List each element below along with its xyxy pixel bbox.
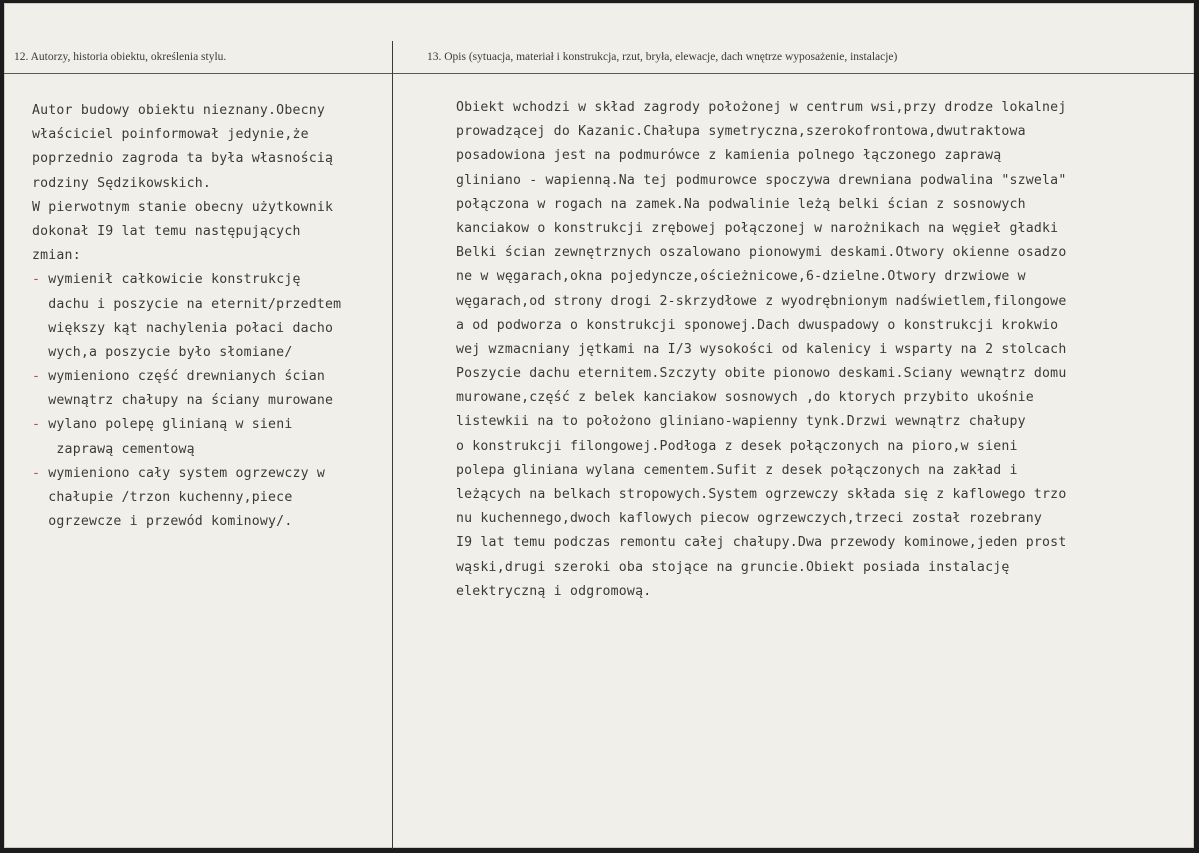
line-text: właściciel poinformował jedynie,że (32, 127, 309, 143)
left-text-line (32, 123, 341, 147)
line-text: większy kąt nachylenia połaci dacho (32, 320, 334, 336)
bullet-dash: - (32, 465, 49, 481)
left-text-line (32, 244, 341, 268)
bullet-dash: - (32, 417, 49, 433)
left-text-line (32, 389, 341, 413)
left-text-line (32, 220, 341, 244)
bullet-dash: - (32, 369, 49, 385)
line-text: ogrzewcze i przewód kominowy/. (32, 514, 293, 530)
line-text: wych,a poszycie było słomiane/ (32, 344, 293, 360)
line-text: wymieniono cały system ogrzewczy w (48, 465, 326, 481)
header-divider (4, 73, 1194, 74)
line-text: rodziny Sędzikowskich. (32, 175, 212, 191)
left-text-line (32, 268, 341, 292)
section-12-header: 12. Autorzy, historia obiektu, określenia stylu. (14, 51, 227, 63)
right-text-line: a od podworza o konstrukcji sponowej.Dach dwuspadowy o konstrukcji krokwio (456, 317, 1059, 333)
left-text-line (32, 462, 341, 486)
right-text-line: wej wzmacniany jętkami na I/3 wysokości od kalenicy i wsparty na 2 stolcach (456, 341, 1067, 357)
left-text-line (32, 293, 341, 317)
right-text-line: połączona w rogach na zamek.Na podwalinie leżą belki ścian z sosnowych (456, 196, 1026, 212)
left-text-line (32, 341, 341, 365)
form-sheet (4, 3, 1194, 848)
line-text: W pierwotnym stanie obecny użytkownik (32, 199, 334, 215)
authors-history-text (32, 99, 341, 534)
left-text-line (32, 196, 341, 220)
line-text: zaprawą cementową (32, 441, 195, 457)
line-text: dachu i poszycie na eternit/przedtem (32, 296, 342, 312)
left-text-line (32, 317, 341, 341)
right-text-line: kanciakow o konstrukcji zrębowej połączonej w narożnikach na węgieł gładki (456, 220, 1059, 236)
right-text-line: o konstrukcji filongowej.Podłoga z desek połączonych na pioro,w sieni (456, 438, 1018, 454)
right-text-line: polepa gliniana wylana cementem.Sufit z desek połączonych na zakład i (456, 462, 1018, 478)
line-text: Autor budowy obiektu nieznany.Obecny (32, 103, 326, 118)
bullet-dash: - (32, 272, 49, 288)
line-text: wymieniono część drewnianych ścian (48, 369, 326, 385)
right-text-line: nu kuchennego,dwoch kaflowych piecow ogrzewczych,trzeci został rozebrany (456, 511, 1043, 527)
line-text: zmian: (32, 248, 81, 264)
left-text-line (32, 510, 341, 534)
right-text-line: wąski,drugi szeroki oba stojące na gruncie.Obiekt posiada instalację (456, 559, 1010, 575)
line-text: wewnątrz chałupy na ściany murowane (32, 393, 334, 409)
line-text: chałupie /trzon kuchenny,piece (32, 490, 293, 505)
right-text-line: Obiekt wchodzi w skład zagrody położonej w centrum wsi,przy drodze lokalnej (456, 100, 1067, 115)
left-text-line (32, 486, 341, 510)
right-text-line: posadowiona jest na podmurówce z kamienia polnego łączonego zaprawą (456, 148, 1002, 164)
right-text-line: murowane,część z belek kanciakow sosnowych ,do ktorych przybito ukośnie (456, 390, 1034, 406)
left-text-line (32, 365, 341, 389)
right-text-line: leżących na belkach stropowych.System ogrzewczy składa się z kaflowego trzo (456, 487, 1067, 502)
right-text-line: Poszycie dachu eternitem.Szczyty obite pionowo deskami.Sciany wewnątrz domu (456, 366, 1067, 382)
line-text: wylano polepę glinianą w sieni (48, 417, 293, 433)
line-text: wymienił całkowicie konstrukcję (48, 272, 301, 288)
left-text-line (32, 99, 341, 123)
left-text-line (32, 413, 341, 437)
right-text-line: I9 lat temu podczas remontu całej chałupy.Dwa przewody kominowe,jeden prost (456, 535, 1067, 551)
right-text-line: prowadzącej do Kazanic.Chałupa symetryczna,szerokofrontowa,dwutraktowa (456, 124, 1026, 140)
line-text: dokonał I9 lat temu następujących (32, 223, 301, 239)
right-text-line: Belki ścian zewnętrznych oszalowano pionowymi deskami.Otwory okienne osadzo (456, 245, 1067, 261)
right-text-line: gliniano - wapienną.Na tej podmurowce spoczywa drewniana podwalina "szwela" (456, 172, 1067, 188)
left-text-line (32, 438, 341, 462)
column-divider (392, 41, 393, 849)
right-text-line: elektryczną i odgromową. (456, 583, 652, 599)
description-text (456, 96, 1066, 604)
left-text-line (32, 147, 341, 171)
line-text: poprzednio zagroda ta była własnością (32, 151, 334, 167)
right-text-line: ne w węgarach,okna pojedyncze,ościeżnicowe,6-dzielne.Otwory drzwiowe w (456, 269, 1026, 285)
section-13-header: 13. Opis (sytuacja, materiał i konstrukcja, rzut, bryła, elewacje, dach wnętrze wyposażenie, instalacje) (427, 51, 898, 63)
right-text-line: listewkii na to położono gliniano-wapienny tynk.Drzwi wewnątrz chałupy (456, 414, 1026, 430)
left-text-line (32, 172, 341, 196)
right-text-line: węgarach,od strony drogi 2-skrzydłowe z wyodrębnionym nadświetlem,filongowe (456, 293, 1067, 309)
